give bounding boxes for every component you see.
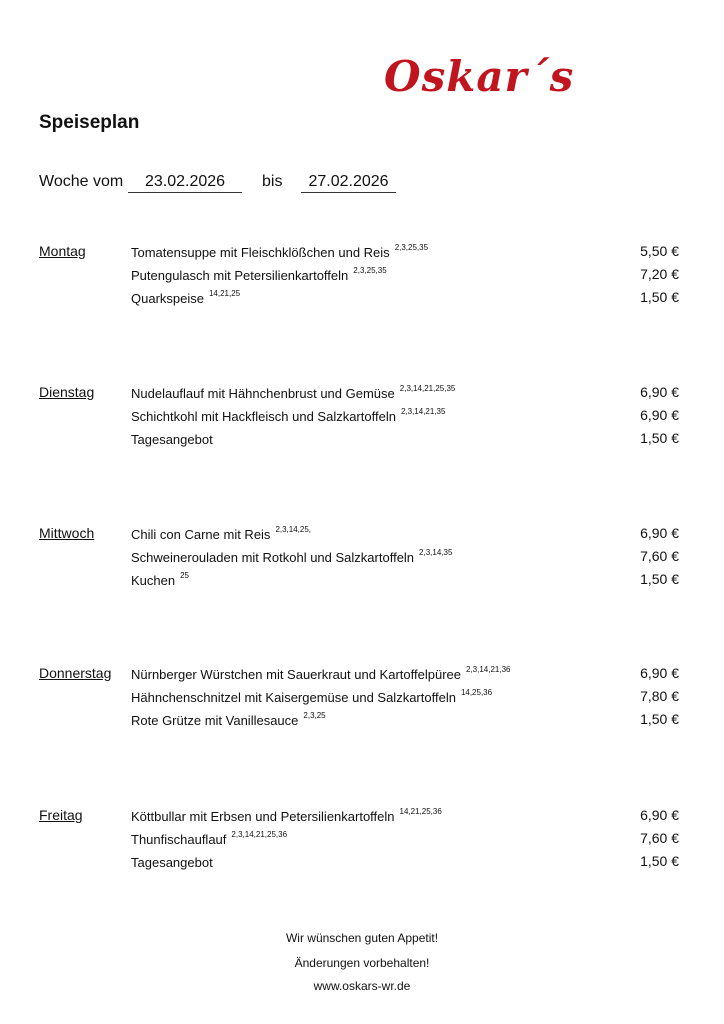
dish-item <box>131 430 218 447</box>
allergen-codes: 2,3,14,35 <box>419 548 453 557</box>
dish-item <box>131 853 218 870</box>
allergen-codes: 2,3,25,35 <box>394 243 429 252</box>
day-name: Dienstag <box>39 384 95 400</box>
dish-item <box>131 384 455 401</box>
dish-name: Tagesangebot <box>131 855 213 870</box>
dish-item <box>131 665 510 682</box>
dish-item <box>131 289 240 306</box>
dish-name: Quarkspeise <box>131 291 204 306</box>
dish-name: Nudelauflauf mit Hähnchenbrust und Gemüse <box>131 386 395 401</box>
dish-price: 1,50 € <box>640 289 679 305</box>
dish-item <box>131 548 452 565</box>
week-label: Woche vom <box>39 173 124 190</box>
allergen-codes: 2,3,14,21,25,36 <box>231 830 288 839</box>
dish-price: 7,60 € <box>640 548 679 564</box>
day-name: Mittwoch <box>39 525 95 541</box>
week-end-date: 27.02.2026 <box>301 173 396 193</box>
dish-price: 6,90 € <box>640 525 679 541</box>
dish-name: Putengulasch mit Petersilienkartoffeln <box>131 268 349 283</box>
allergen-codes: 2,3,25 <box>303 711 326 720</box>
dish-price: 6,90 € <box>640 384 679 400</box>
dish-item <box>131 266 387 283</box>
day-name: Freitag <box>39 807 83 823</box>
dish-name: Tomatensuppe mit Fleischklößchen und Reis <box>131 245 390 260</box>
dish-name: Schichtkohl mit Hackfleisch und Salzkartoffeln <box>131 409 396 424</box>
dish-price: 1,50 € <box>640 430 679 446</box>
dish-name: Köttbullar mit Erbsen und Petersilienkartoffeln <box>131 809 395 824</box>
dish-price: 1,50 € <box>640 853 679 869</box>
week-to-label: bis <box>262 173 283 190</box>
allergen-codes: 2,3,14,25, <box>275 525 312 534</box>
footer-website-link[interactable]: www.oskars-wr.de <box>313 979 411 993</box>
dish-item <box>131 807 442 824</box>
dish-name: Nürnberger Würstchen mit Sauerkraut und Kartoffelpüree <box>131 667 461 682</box>
dish-name: Rote Grütze mit Vanillesauce <box>131 713 299 728</box>
dish-price: 1,50 € <box>640 711 679 727</box>
dish-item <box>131 243 428 260</box>
dish-price: 7,80 € <box>640 688 679 704</box>
dish-price: 6,90 € <box>640 407 679 423</box>
dish-item <box>131 525 311 542</box>
day-name: Donnerstag <box>39 665 112 681</box>
allergen-codes: 14,21,25,36 <box>399 807 442 816</box>
dish-item <box>131 830 287 847</box>
allergen-codes: 2,3,25,35 <box>353 266 387 275</box>
day-name: Montag <box>39 243 86 259</box>
dish-price: 6,90 € <box>640 665 679 681</box>
dish-price: 6,90 € <box>640 807 679 823</box>
dish-name: Thunfischauflauf <box>131 832 227 847</box>
brand-logo: Oskar´s <box>384 52 575 101</box>
dish-item <box>131 407 445 424</box>
dish-item <box>131 688 492 705</box>
dish-price: 7,20 € <box>640 266 679 282</box>
footer-notice: Änderungen vorbehalten! <box>294 956 430 970</box>
dish-name: Schweinerouladen mit Rotkohl und Salzkartoffeln <box>131 550 415 565</box>
dish-item <box>131 571 189 588</box>
footer-greeting: Wir wünschen guten Appetit! <box>285 931 439 945</box>
dish-name: Tagesangebot <box>131 432 213 447</box>
dish-name: Hähnchenschnitzel mit Kaisergemüse und Salzkartoffeln <box>131 690 456 705</box>
dish-name: Kuchen <box>131 573 176 588</box>
dish-price: 7,60 € <box>640 830 679 846</box>
dish-price: 5,50 € <box>640 243 679 259</box>
allergen-codes: 2,3,14,21,25,35 <box>399 384 456 393</box>
allergen-codes: 14,25,36 <box>460 688 493 697</box>
dish-item <box>131 711 326 728</box>
allergen-codes: 2,3,14,21,36 <box>465 665 511 674</box>
dish-price: 1,50 € <box>640 571 679 587</box>
allergen-codes: 14,21,25 <box>208 289 241 298</box>
dish-name: Chili con Carne mit Reis <box>131 527 271 542</box>
page-title: Speiseplan <box>39 112 140 133</box>
allergen-codes: 25 <box>180 571 189 580</box>
allergen-codes: 2,3,14,21,35 <box>400 407 446 416</box>
week-start-date: 23.02.2026 <box>128 173 242 193</box>
